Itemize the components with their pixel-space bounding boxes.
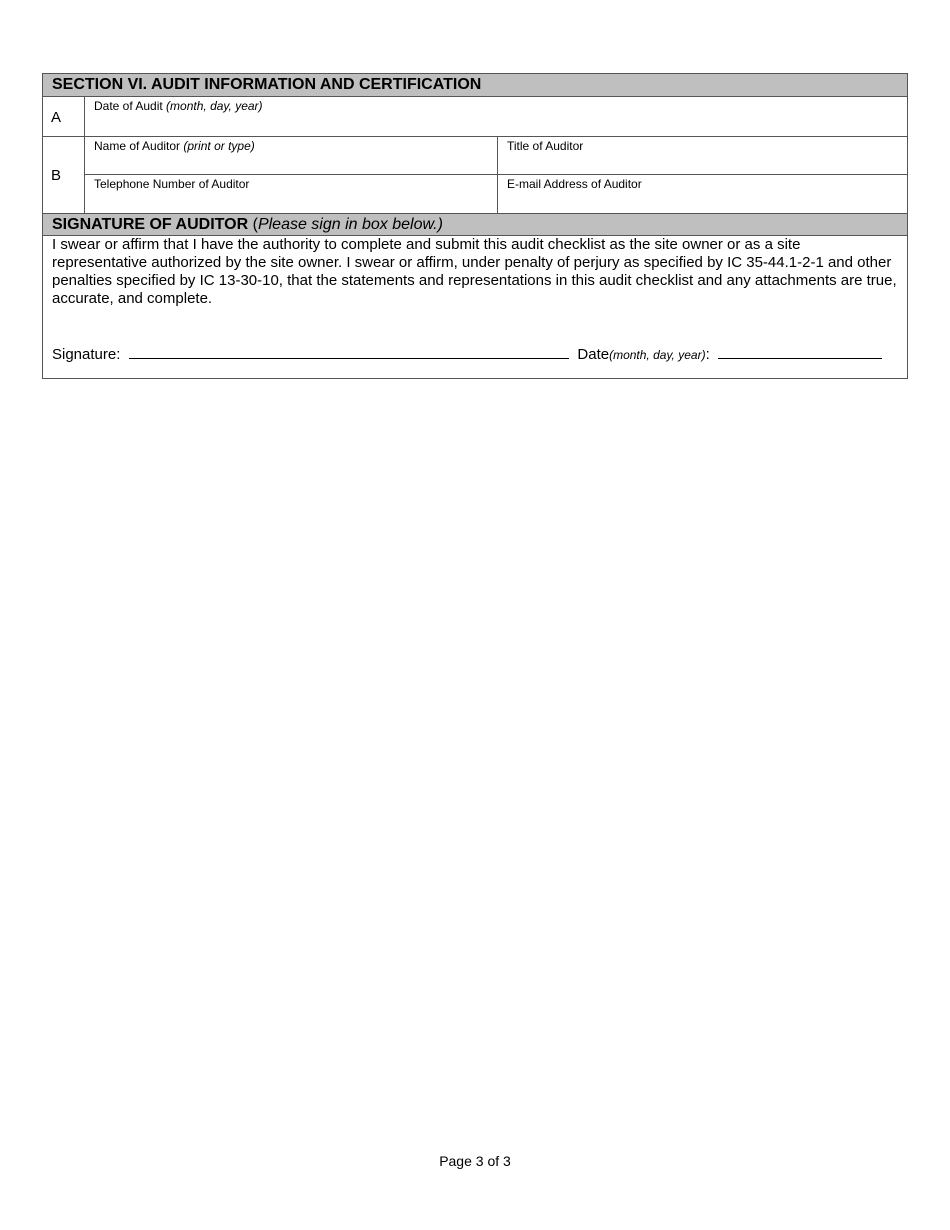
signature-date-field[interactable] <box>718 343 882 359</box>
auditor-name-label-note: (print or type) <box>183 139 255 153</box>
auditor-name-cell <box>85 137 497 175</box>
signature-date-note: (month, day, year) <box>609 348 706 362</box>
auditor-phone-field[interactable] <box>94 193 491 209</box>
signature-label: Signature: <box>52 346 121 363</box>
date-of-audit-label-note: (month, day, year) <box>166 99 263 113</box>
auditor-email-field[interactable] <box>507 193 901 209</box>
auditor-name-field[interactable] <box>94 155 491 171</box>
auditor-phone-label: Telephone Number of Auditor <box>94 177 250 191</box>
section-title: SECTION VI. AUDIT INFORMATION AND CERTIFICATION <box>52 76 482 93</box>
auditor-title-cell <box>497 137 907 175</box>
auditor-title-field[interactable] <box>507 155 901 171</box>
auditor-email-cell <box>497 175 907 213</box>
auditor-name-label-text: Name of Auditor <box>94 139 184 153</box>
certification-block <box>43 236 907 378</box>
signature-line <box>52 343 882 364</box>
date-of-audit-label <box>94 99 263 113</box>
row-b-letter: B <box>43 137 85 213</box>
auditor-fields-grid <box>85 137 907 213</box>
signature-open-paren: ( <box>248 216 258 233</box>
date-of-audit-cell <box>85 97 907 136</box>
row-a <box>43 97 907 137</box>
auditor-name-label <box>94 139 255 153</box>
row-a-letter: A <box>43 97 85 136</box>
page-number: Page 3 of 3 <box>439 1153 511 1169</box>
audit-certification-form <box>42 73 908 379</box>
section-header <box>43 74 907 97</box>
signature-title: SIGNATURE OF AUDITOR <box>52 216 249 233</box>
auditor-email-label: E-mail Address of Auditor <box>507 177 642 191</box>
signature-note: Please sign in box below.) <box>257 216 443 233</box>
certification-text: I swear or affirm that I have the authority to complete and submit this audit checklist as the site owner or as a site representative authorized by the site owner. I swear or affirm, under penalty of perjury as specified by IC 35-44.1-2-1 and other penalties specified by IC 13-30-10, that the statements and representations in this audit checklist and any attachments are true, accurate, and complete. <box>52 236 897 307</box>
signature-field[interactable] <box>129 343 569 359</box>
signature-date-label: Date <box>577 346 610 363</box>
signature-header <box>43 213 907 236</box>
auditor-title-label: Title of Auditor <box>507 139 584 153</box>
date-of-audit-label-text: Date of Audit <box>94 99 167 113</box>
date-of-audit-field[interactable] <box>94 115 901 131</box>
row-b <box>43 137 907 213</box>
signature-date-colon: : <box>705 346 710 363</box>
auditor-phone-cell <box>85 175 497 213</box>
